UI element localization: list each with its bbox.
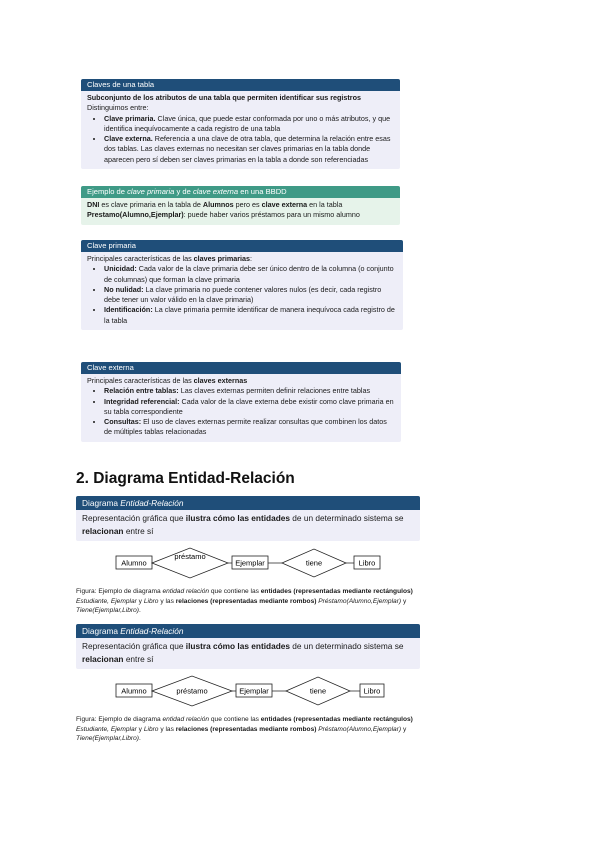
block-ejemplo-header: Ejemplo de clave primaria y de clave externa en una BBDD — [81, 186, 400, 198]
block-primaria-body — [81, 252, 403, 330]
er-diagram — [76, 671, 420, 711]
entity-libro-label: Libro — [358, 558, 376, 568]
entity-ejemplar-label: Ejemplar — [235, 558, 265, 568]
list-item: • Integridad referencial: Cada valor de la clave externa debe existir como clave primaria en su tabla correspondiente — [104, 397, 395, 417]
list-item: • Clave primaria. Clave única, que puede estar conformada por uno o más atributos, y que identifica inequívocamente a cada registro de una tabla — [104, 114, 394, 134]
ejemplo-line-2: Prestamo(Alumno,Ejemplar): puede haber varios préstamos para un mismo alumno — [87, 210, 360, 220]
primaria-list — [87, 264, 397, 325]
block-ejemplo — [81, 186, 400, 225]
externa-intro: Principales características de las claves externas — [87, 376, 248, 386]
diagrama-header: Diagrama Entidad-Relación — [76, 624, 420, 638]
block-clave-externa — [81, 362, 401, 442]
entity-alumno-label: Alumno — [121, 558, 147, 568]
list-item: • Relación entre tablas: Las claves externas permiten definir relaciones entre tablas — [104, 386, 395, 396]
list-item: • No nulidad: La clave primaria no puede contener valores nulos (es decir, cada registro debe tener un valor válido en la clave primaria) — [104, 285, 397, 305]
block-externa-body — [81, 374, 401, 441]
list-item: • Clave externa. Referencia a una clave de otra tabla, que determina la relación entre esas dos tablas. Las claves externas no necesitan ser claves primarias en la tabla donde aparecen pero sí deben ser claves primarias en la tabla a donde son referenciadas — [104, 134, 394, 165]
block-claves-header: Claves de una tabla — [81, 79, 400, 91]
block-diagrama-2 — [76, 624, 420, 743]
claves-list — [87, 114, 394, 165]
relation-prestamo-label: préstamo — [174, 552, 206, 562]
section-title: 2. Diagrama Entidad-Relación — [76, 470, 295, 487]
list-item: • Identificación: La clave primaria permite identificar de manera inequívoca cada registro de la tabla — [104, 305, 397, 325]
entity-ejemplar-label: Ejemplar — [239, 686, 269, 696]
list-item: • Unicidad: Cada valor de la clave primaria debe ser único dentro de la columna (o conjunto de columnas) que forman la clave primaria — [104, 264, 397, 284]
figure-caption: Figura: Ejemplo de diagrama entidad relación que contiene las entidades (representadas mediante rectángulos) Estudiante, Ejemplar y Libro y las relaciones (representadas mediante rombos) Préstamo(Alumno,Ejemplar) y Tiene(Ejemplar,Libro). — [76, 588, 413, 614]
diagrama-desc: Representación gráfica que ilustra cómo las entidades de un determinado sistema se relacionan entre sí — [76, 638, 420, 669]
claves-intro2: Distinguimos entre: — [87, 103, 149, 113]
entity-libro-label: Libro — [363, 686, 381, 696]
list-item: • Consultas: El uso de claves externas permite realizar consultas que combinen los datos de múltiples tablas relacionadas — [104, 417, 395, 437]
figure-caption: Figura: Ejemplo de diagrama entidad relación que contiene las entidades (representadas mediante rectángulos) Estudiante, Ejemplar y Libro y las relaciones (representadas mediante rombos) Préstamo(Alumno,Ejemplar) y Tiene(Ejemplar,Libro). — [76, 716, 413, 742]
block-ejemplo-body — [81, 198, 400, 224]
block-externa-header: Clave externa — [81, 362, 401, 374]
externa-list — [87, 386, 395, 437]
diagrama-header: Diagrama Entidad-Relación — [76, 496, 420, 510]
relation-prestamo-label: préstamo — [176, 686, 208, 696]
block-claves — [81, 79, 400, 169]
diagrama-desc: Representación gráfica que ilustra cómo las entidades de un determinado sistema se relacionan entre sí — [76, 510, 420, 541]
block-primaria-header: Clave primaria — [81, 240, 403, 252]
relation-tiene-label: tiene — [305, 558, 323, 568]
block-diagrama-1 — [76, 496, 420, 615]
entity-alumno-label: Alumno — [121, 686, 147, 696]
block-claves-body — [81, 91, 400, 169]
ejemplo-line-1: DNI es clave primaria en la tabla de Alumnos pero es clave externa en la tabla — [87, 200, 343, 210]
relation-tiene-label: tiene — [309, 686, 327, 696]
primaria-intro: Principales características de las claves primarias: — [87, 254, 253, 264]
claves-intro: Subconjunto de los atributos de una tabla que permiten identificar sus registros — [87, 93, 361, 103]
block-clave-primaria — [81, 240, 403, 330]
er-diagram — [76, 543, 420, 583]
